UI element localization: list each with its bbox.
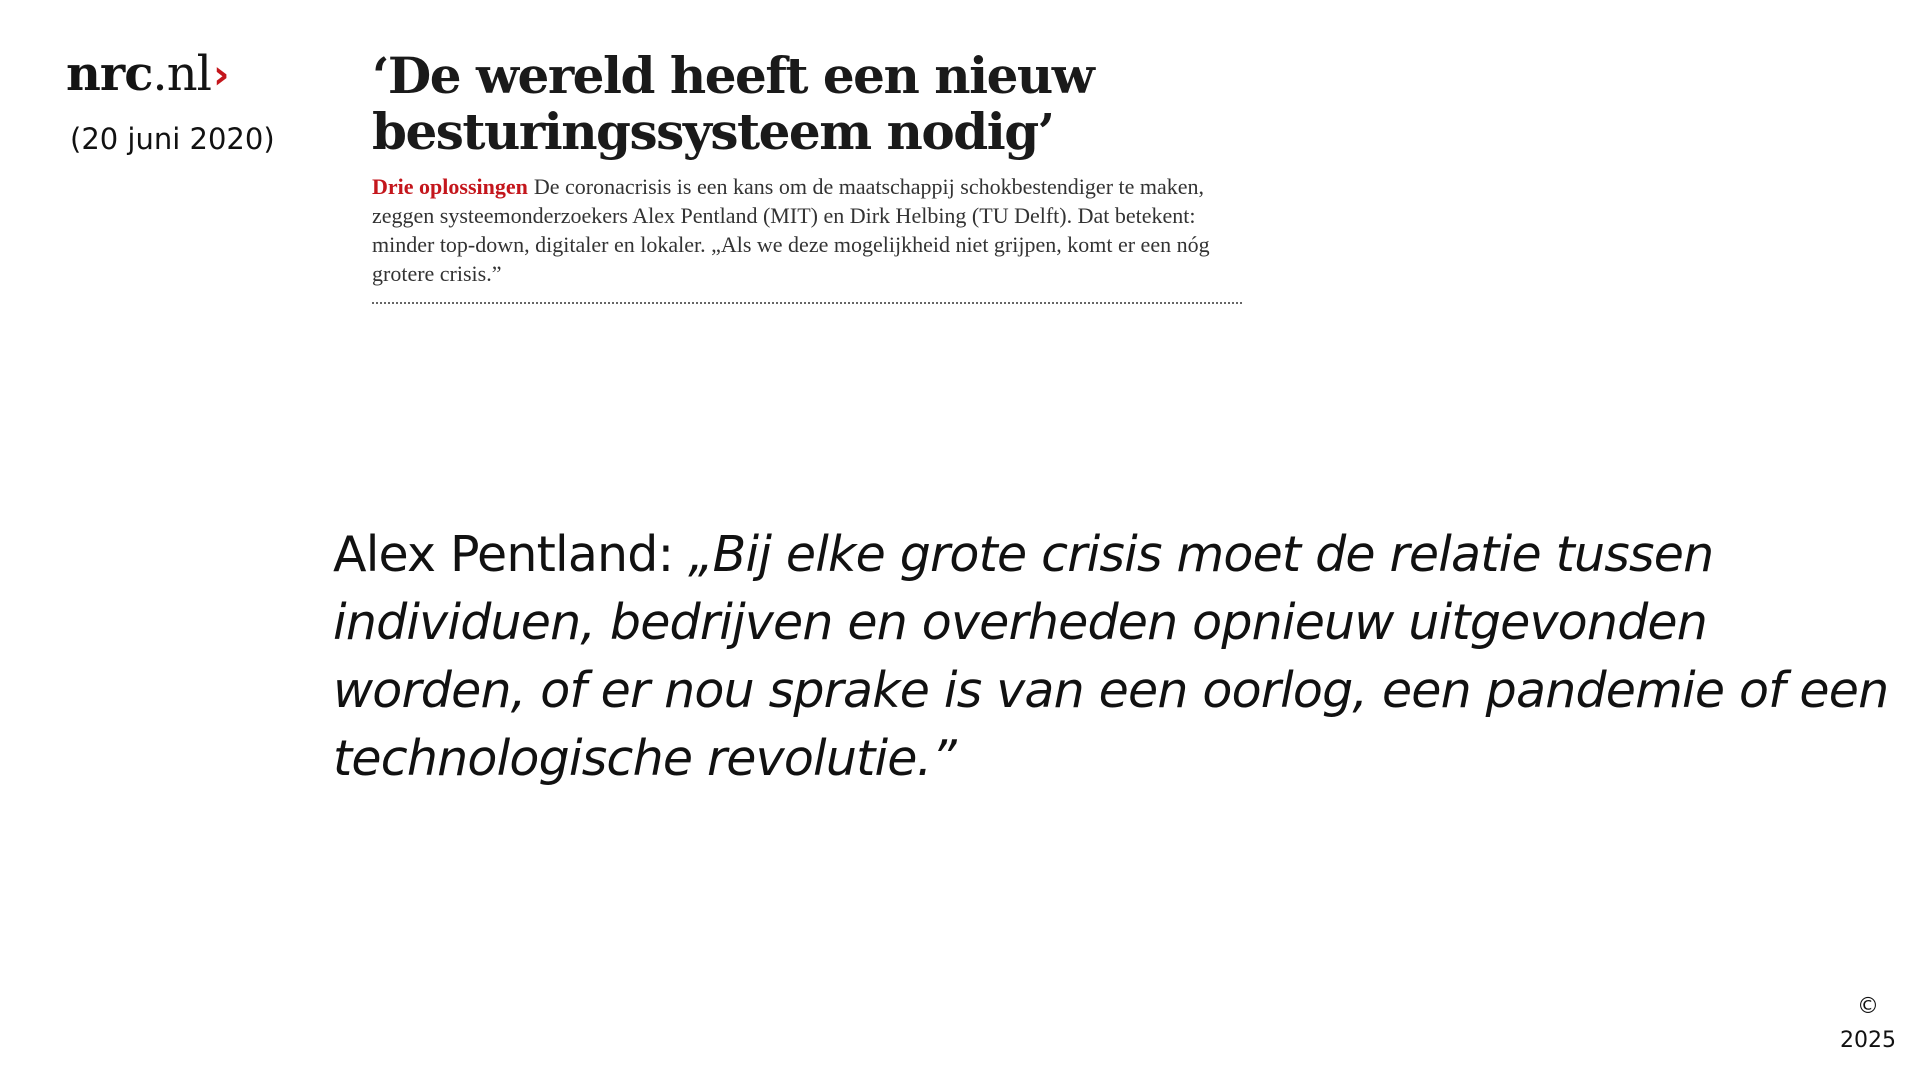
logo-tld: nl: [166, 46, 211, 102]
copyright-notice: [1838, 990, 1898, 1058]
article-clipping: [372, 48, 1242, 304]
article-lead: [372, 172, 1242, 288]
logo-brand: nrc: [66, 46, 153, 102]
article-headline: ‘De wereld heeft een nieuw besturingssysteem nodig’: [372, 46, 1094, 161]
publication-date: (20 juni 2020): [70, 122, 275, 156]
chevron-right-icon: ›: [212, 52, 229, 98]
quote-text: „Bij elke grote crisis moet de relatie tussen individuen, bedrijven en overheden opnieuw uitgevonden worden, of er nou sprake is van een oorlog, een pandemie of een technologische revolutie.”: [333, 526, 1889, 787]
pentland-quote: [333, 521, 1893, 793]
dotted-divider: [372, 302, 1242, 304]
article-kicker: Drie oplossingen: [372, 174, 528, 199]
nrc-logo: [66, 46, 229, 102]
quote-speaker: Alex Pentland:: [333, 526, 689, 583]
logo-dot: .: [152, 46, 167, 102]
copyright-symbol: ©: [1857, 994, 1879, 1019]
copyright-year: 2025: [1840, 1028, 1896, 1053]
article-lead-text: De coronacrisis is een kans om de maatschappij schokbestendiger te maken, zeggen systeemonderzoekers Alex Pentland (MIT) en Dirk Helbing (TU Delft). Dat betekent: minder top-down, digitaler en lokaler. „Als we deze mogelijkheid niet grijpen, komt er een nóg grotere crisis.”: [372, 174, 1210, 286]
